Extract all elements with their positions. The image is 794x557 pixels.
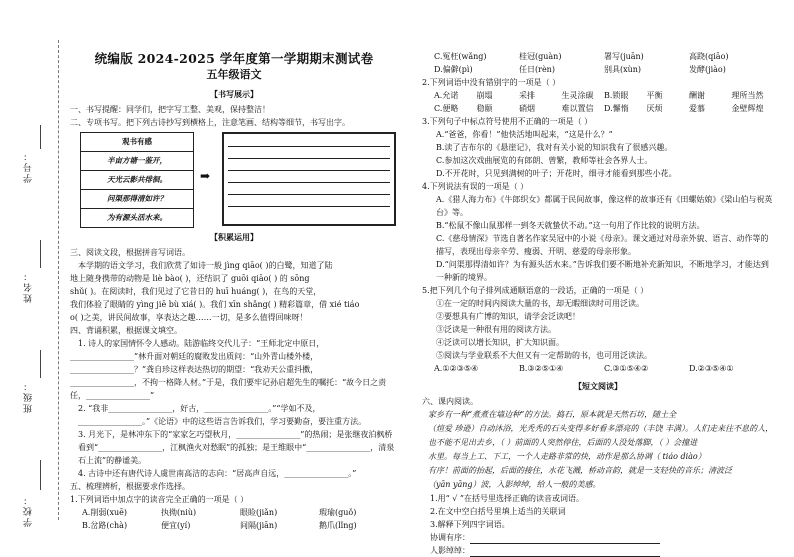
answer-line[interactable] xyxy=(470,547,660,557)
choice-option[interactable]: D.偏僻(pì) xyxy=(434,65,473,74)
passage-line: 水里。每当上工、下工，一个人走路非常的快，动作是那么协调（ tiáo diào） xyxy=(428,452,706,461)
question-1: 一、书写提醒：同学们，把字写工整、美观，保持整洁！ xyxy=(70,105,270,114)
student-number-label: 学号： xyxy=(24,150,34,183)
reading-question-1: 1.用“ √ ”在括号里选择正确的读音或词语。 xyxy=(430,494,584,503)
writing-grid[interactable] xyxy=(222,132,396,226)
recite-item: 4. 古诗中还有唐代诗人虞世南高洁的志向：“居高声自远，________________。” xyxy=(78,469,357,478)
passage-line: 也不能不见出去乡，（ ）前面的人突然停住，后面的人没处落脚，（ ）会撞进 xyxy=(428,438,698,447)
choice-option: 理所当然 xyxy=(731,91,764,100)
choice-option[interactable]: C.便略 xyxy=(434,104,459,113)
choice-question-2: 2.下列词语中没有错别字的一项是（ ） xyxy=(422,78,561,87)
choice-option: 金壁辉煌 xyxy=(731,104,764,113)
pinyin-paragraph-line: 我们体验了眼睛的 yìng jiē bù xiá( )。我们 xīn shǎng( ) 精彩篇章，借 xié tiáo xyxy=(70,300,360,309)
choice-option[interactable]: B.③②⑤①④ xyxy=(519,364,564,373)
choice-option[interactable]: A.允诺 xyxy=(434,91,459,100)
choice-option: 酬谢 xyxy=(689,91,705,100)
sentence-item: ①在一定的时间内阅读大量的书，却无暇细读时可用泛读。 xyxy=(436,299,644,308)
question-2: 二、专项书写。把下列古诗抄写到横格上，注意笔画、结构等细节，书写出字。 xyxy=(70,118,350,127)
choice-option: 厌烦 xyxy=(646,104,663,113)
pinyin-paragraph-line: 本学期的语文学习，我们欣赏了如诗一般 jìng qiāo( )的白鹭，知道了陆 xyxy=(78,261,333,270)
choice-option[interactable]: B.读了吉布尔的《悬崖记》，我对有关小说的知识我有了很感兴趣。 xyxy=(436,143,673,152)
student-name-label: 姓名： xyxy=(24,270,34,303)
choice-option[interactable]: B.“松鼠不像山鼠那样一到冬天就蛰伏不动。”这一句用了作比较的说明方法。 xyxy=(436,221,705,230)
recite-item: ________________？”龚自珍这样表达热切的期望：“我劝天公重抖擞， xyxy=(70,365,319,374)
poem-line: 天光云影共徘徊。 xyxy=(81,170,193,189)
choice-option[interactable]: D.不开花时，只见到满树的叶子；开花时，细寻才能看到那些小花。 xyxy=(436,169,677,178)
reading-question-3: 3.解释下列四字词语。 xyxy=(430,520,510,529)
choice-option: 爱慕 xyxy=(689,104,705,113)
choice-option[interactable]: A.削弱(xuē) xyxy=(82,508,127,517)
term-answer-row xyxy=(422,544,774,557)
class-line[interactable] xyxy=(40,350,41,378)
pinyin-paragraph-line: 地上随身携带的动物是 liè bào( )，还结识了 guōi qiāo( ) 的 sōng xyxy=(70,274,310,283)
choice-option[interactable]: C.冤枉(wǎng) xyxy=(434,52,487,61)
choice-option: 高跷(qiāo) xyxy=(689,52,729,61)
choice-question-5: 5.把下列几个句子排列成通顺语意的一段话，正确的一项是（ ） xyxy=(422,286,649,295)
poem-line: 半亩方塘一鉴开， xyxy=(81,151,193,170)
choice-option: 稳颐 xyxy=(476,104,493,113)
exam-title: 统编版 2024-2025 学年度第一学期期末测试卷 xyxy=(94,51,374,66)
class-label: 班级： xyxy=(24,380,34,413)
term-label: 协调有序： xyxy=(430,533,470,542)
sentence-item: ③泛读是一种很有用的阅读方法。 xyxy=(436,325,556,334)
choice-option: 桂冠(guàn) xyxy=(519,52,562,61)
student-number-line[interactable] xyxy=(40,125,41,149)
choice-option: 鹅爪(lǐng) xyxy=(319,521,357,530)
binding-dashed-line xyxy=(58,40,59,520)
choice-options-row xyxy=(422,50,774,63)
choice-option: 崩塌 xyxy=(476,91,493,100)
exam-subtitle: 五年级语文 xyxy=(206,68,262,81)
choice-option[interactable]: C.③①⑤④② xyxy=(604,364,649,373)
choice-option: 采排 xyxy=(519,91,535,100)
choice-option: 间隔(jiān) xyxy=(240,521,278,530)
choice-question-3: 3.下列句子中标点符号使用不正确的一项是（ ） xyxy=(422,117,593,126)
right-column xyxy=(422,50,774,557)
choice-option[interactable]: B.岔路(chà) xyxy=(82,521,128,530)
recite-item: 2. “我非________________，好古，________________。”“学如不及，________________。”《论语》中的这些语言告诉我们，学习要勤奋，要注重方法。 xyxy=(78,404,367,426)
left-column xyxy=(70,50,398,532)
choice-option: 硝烟 xyxy=(519,104,535,113)
section-reading-heading: 【短文阅读】 xyxy=(574,381,622,391)
choice-option[interactable]: C.参加这次戏曲展览的有郎朗、曾繁，教师等社会各界人士。 xyxy=(436,156,653,165)
section-accumulation-heading: 【积累运用】 xyxy=(210,232,258,242)
choice-option[interactable]: B.锁眼 xyxy=(604,91,629,100)
choice-option[interactable]: A.《猎人海力布》《牛郎织女》都属于民间故事，像这样的故事还有《田螺姑娘》《梁山伯与祝英台》等。 xyxy=(436,195,773,217)
choice-option: 平衡 xyxy=(646,91,663,100)
question-3: 三、阅读文段，根据拼音写词语。 xyxy=(70,248,190,257)
choice-options-row xyxy=(422,89,774,102)
question-4: 四、背诵积累，根据课文填空。 xyxy=(70,326,182,335)
pinyin-paragraph-line: shǔ( )。在阅读时，我们见过了它昔日的 huī huáng( )，在鸟的天堂， xyxy=(70,287,322,296)
choice-option: 署写(juān) xyxy=(604,52,644,61)
poem-box xyxy=(80,132,194,228)
choice-question-1: 1.下列词语中加点字的读音完全正确的一项是（ ） xyxy=(70,495,249,504)
pinyin-paragraph-line: o( )之美，讲民间故事，享表达之趣……一切，是多么值得回味呀！ xyxy=(70,313,308,322)
student-name-line[interactable] xyxy=(40,240,41,268)
choice-question-4: 4.下列说法有误的一项是（ ） xyxy=(422,182,529,191)
school-label: 学校： xyxy=(24,494,34,527)
choice-option: 便宜(yí) xyxy=(161,521,191,530)
section-writing-heading: 【书写展示】 xyxy=(210,89,258,99)
recite-item: 1. 诗人的家国情怀令人感动。陆游临终交代儿子：“王师北定中原日， xyxy=(78,339,325,348)
choice-option: 难以置信 xyxy=(561,104,594,113)
choice-options-row xyxy=(422,102,774,115)
choice-option[interactable]: A.①②③⑤④ xyxy=(434,364,479,373)
recite-item: ________________”林升面对朝廷的腐败发出质问：“山外青山楼外楼， xyxy=(70,352,319,361)
copy-poem-area xyxy=(70,132,398,228)
passage-line: 有序！前面的抬起，后面的接住，水花飞溅，桥动音韵，就是一支轻快的音乐；清波泛 xyxy=(428,466,732,475)
poem-line: 为有源头活水来。 xyxy=(81,208,193,227)
choice-option[interactable]: D.②③⑤④① xyxy=(689,364,734,373)
reading-question-2: 2.在文中空白括号里填上适当的关联词 xyxy=(430,507,566,516)
choice-option: 发酵(jiào) xyxy=(689,65,726,74)
choice-option: 执拗(niù) xyxy=(161,508,197,517)
answer-line[interactable] xyxy=(470,534,660,544)
choice-option[interactable]: D.“问渠那得清如许？为有源头活水来。”告诉我们要不断地补充新知识，不断地学习，才能达到一种新的境界。 xyxy=(436,260,769,282)
choice-options-row xyxy=(70,506,398,519)
choice-option[interactable]: D.懈惰 xyxy=(604,104,629,113)
choice-option: 别具(xùn) xyxy=(604,65,642,74)
passage-line: （yān yāng）波，入影绰绰，给人一般的美感。 xyxy=(428,480,601,489)
choice-options-row xyxy=(70,519,398,532)
choice-option: 眼睑(jiǎn) xyxy=(240,508,278,517)
school-line[interactable] xyxy=(40,460,41,490)
recite-item: 3. 月光下，是林冲东下的“家家乞巧望秋月，________________”的热闹；是张继夜泊枫桥看到“________________，江枫渔火对愁眠”的孤独；是王维眼中“________________，清泉石上流”的静谧美。 xyxy=(78,430,395,465)
sentence-item: ④泛读可以增长知识，扩大知识面。 xyxy=(436,338,564,347)
choice-option: 生灵涂碳 xyxy=(561,91,594,100)
poem-line: 问渠那得清如许？ xyxy=(81,189,193,208)
poem-title: 观书有感 xyxy=(122,137,152,146)
sentence-item: ⑤阅读与学业联系不大但又有一定帮助的书，也可用泛读法。 xyxy=(436,351,652,360)
choice-options-row xyxy=(422,63,774,76)
arrow-right-icon: ➡ xyxy=(200,169,211,183)
choice-options-row xyxy=(422,362,774,375)
question-5: 五、梳理辨析，根据要求作选择。 xyxy=(70,482,190,491)
choice-option: 任日(rèn) xyxy=(519,65,555,74)
question-6: 六、课内阅读。 xyxy=(422,397,478,406)
choice-option[interactable]: A.“爸爸，你看！”他快活地叫起来，“这是什么？” xyxy=(436,130,613,139)
passage-line: 家乡有一种“煮煮在墙边种”的方法。捣石，原本就是天然石坊，随土全 xyxy=(428,410,677,419)
passage-line: （煊爱 珍逊）自动沐浴，光秃秃的石头变得多好看多漂亮的（丰饶 丰满）。人们走来往不息的人， xyxy=(428,424,774,433)
sentence-item: ②要想具有广博的知识，请学会泛读吧！ xyxy=(436,312,580,321)
choice-option[interactable]: C.《慈母情深》节选自著名作家吴冠中的小说《母亲》。课文通过对母亲外貌、语言、动作等的描写，表现出母亲辛劳、瘦弱、开明、慈爱的母亲形象。 xyxy=(436,234,769,256)
recite-item: ________________，不拘一格降人材。”于是，我们要牢记孙启超先生的嘱托：“故今日之责任，________________” xyxy=(70,378,387,400)
choice-option: 瑕瑜(guǒ) xyxy=(319,508,357,517)
term-answer-row xyxy=(422,531,774,544)
term-label: 人影绰绰： xyxy=(430,546,470,555)
reading-passage xyxy=(422,408,774,492)
